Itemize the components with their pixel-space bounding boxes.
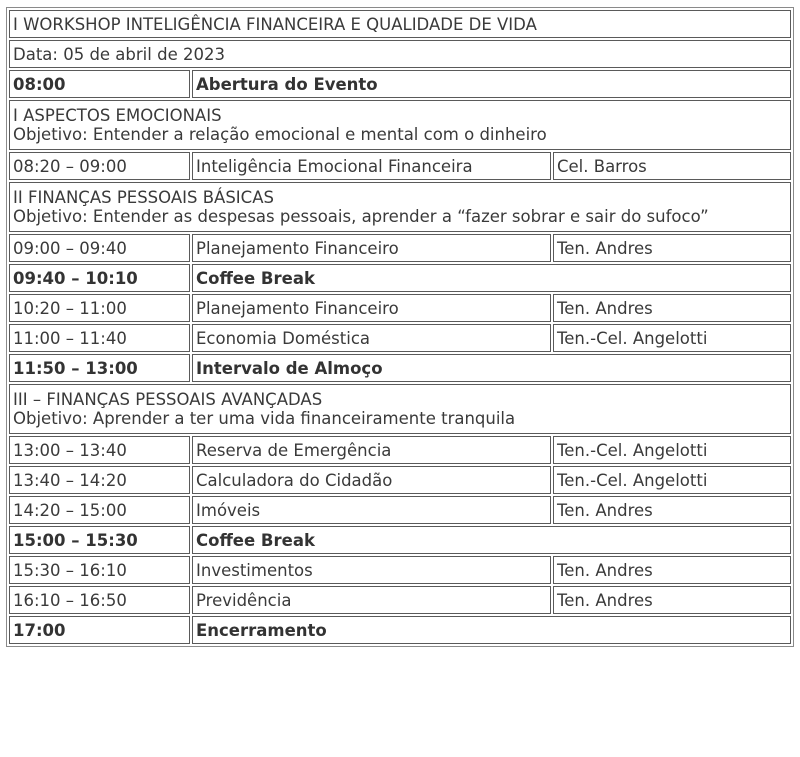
event-row — [9, 526, 791, 554]
talk-time: 10:20 – 11:00 — [9, 294, 190, 322]
talk-topic: Reserva de Emergência — [192, 436, 551, 464]
section-cell — [9, 100, 791, 150]
schedule-body — [9, 10, 791, 644]
talk-topic: Inteligência Emocional Financeira — [192, 152, 551, 180]
section-objective: Objetivo: Entender as despesas pessoais, aprender a “fazer sobrar e sair do sufoco” — [13, 207, 709, 226]
talk-time: 13:00 – 13:40 — [9, 436, 190, 464]
event-row — [9, 264, 791, 292]
talk-speaker: Ten. Andres — [553, 586, 791, 614]
talk-speaker: Ten. Andres — [553, 294, 791, 322]
schedule-table — [6, 7, 794, 647]
talk-row — [9, 556, 791, 584]
talk-row — [9, 294, 791, 322]
talk-time: 16:10 – 16:50 — [9, 586, 190, 614]
event-time: 15:00 – 15:30 — [9, 526, 190, 554]
talk-row — [9, 496, 791, 524]
talk-speaker: Ten.-Cel. Angelotti — [553, 466, 791, 494]
talk-row — [9, 586, 791, 614]
event-row — [9, 354, 791, 382]
title-row — [9, 10, 791, 38]
talk-row — [9, 234, 791, 262]
event-row — [9, 70, 791, 98]
talk-speaker: Ten. Andres — [553, 234, 791, 262]
talk-speaker: Cel. Barros — [553, 152, 791, 180]
event-label: Coffee Break — [192, 526, 791, 554]
date-row — [9, 40, 791, 68]
talk-time: 08:20 – 09:00 — [9, 152, 190, 180]
talk-row — [9, 436, 791, 464]
event-time: 17:00 — [9, 616, 190, 644]
section-cell — [9, 182, 791, 232]
section-objective: Objetivo: Entender a relação emocional e mental com o dinheiro — [13, 125, 547, 144]
schedule-container — [6, 7, 792, 647]
talk-time: 15:30 – 16:10 — [9, 556, 190, 584]
section-title: I ASPECTOS EMOCIONAIS — [13, 106, 222, 125]
talk-row — [9, 324, 791, 352]
event-row — [9, 616, 791, 644]
talk-time: 14:20 – 15:00 — [9, 496, 190, 524]
talk-speaker: Ten.-Cel. Angelotti — [553, 324, 791, 352]
event-time: 11:50 – 13:00 — [9, 354, 190, 382]
event-label: Abertura do Evento — [192, 70, 791, 98]
section-row — [9, 182, 791, 232]
section-title: II FINANÇAS PESSOAIS BÁSICAS — [13, 188, 274, 207]
talk-time: 09:00 – 09:40 — [9, 234, 190, 262]
section-cell — [9, 384, 791, 434]
talk-time: 11:00 – 11:40 — [9, 324, 190, 352]
talk-topic: Imóveis — [192, 496, 551, 524]
event-time: 09:40 – 10:10 — [9, 264, 190, 292]
talk-topic: Planejamento Financeiro — [192, 234, 551, 262]
event-label: Coffee Break — [192, 264, 791, 292]
talk-speaker: Ten. Andres — [553, 556, 791, 584]
talk-topic: Planejamento Financeiro — [192, 294, 551, 322]
workshop-title: I WORKSHOP INTELIGÊNCIA FINANCEIRA E QUALIDADE DE VIDA — [9, 10, 791, 38]
event-label: Intervalo de Almoço — [192, 354, 791, 382]
talk-topic: Economia Doméstica — [192, 324, 551, 352]
section-row — [9, 100, 791, 150]
workshop-date: Data: 05 de abril de 2023 — [9, 40, 791, 68]
talk-row — [9, 466, 791, 494]
talk-time: 13:40 – 14:20 — [9, 466, 190, 494]
talk-row — [9, 152, 791, 180]
section-row — [9, 384, 791, 434]
event-time: 08:00 — [9, 70, 190, 98]
talk-speaker: Ten.-Cel. Angelotti — [553, 436, 791, 464]
talk-speaker: Ten. Andres — [553, 496, 791, 524]
section-title: III – FINANÇAS PESSOAIS AVANÇADAS — [13, 390, 323, 409]
section-objective: Objetivo: Aprender a ter uma vida financeiramente tranquila — [13, 409, 516, 428]
talk-topic: Previdência — [192, 586, 551, 614]
event-label: Encerramento — [192, 616, 791, 644]
talk-topic: Investimentos — [192, 556, 551, 584]
talk-topic: Calculadora do Cidadão — [192, 466, 551, 494]
